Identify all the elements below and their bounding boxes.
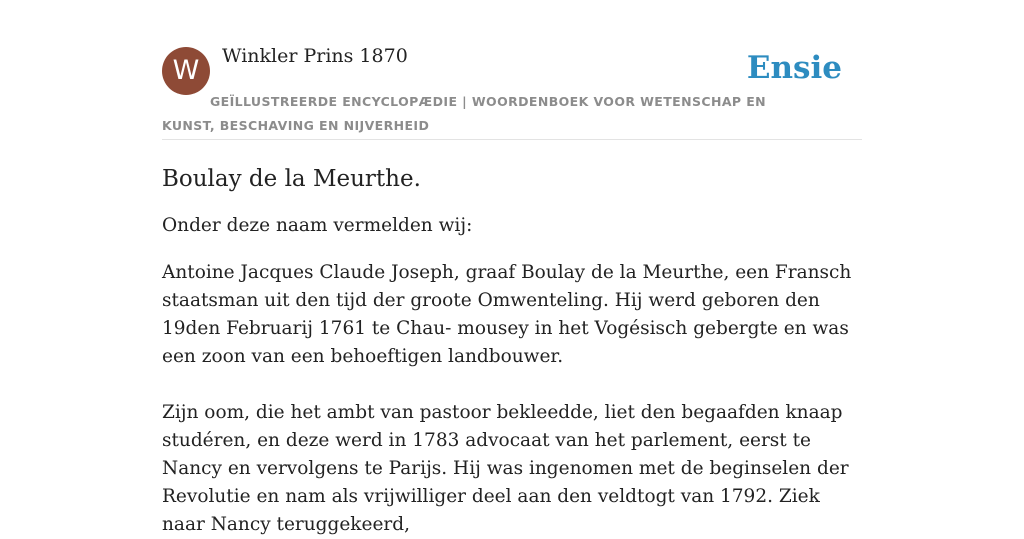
source-title-link[interactable]: Winkler Prins 1870 bbox=[222, 45, 408, 67]
source-subtitle: GEÏLLUSTREERDE ENCYCLOPÆDIE | WOORDENBOEK VOOR WETENSCHAP EN KUNST, BESCHAVING EN NIJVERHEID bbox=[162, 94, 767, 133]
article-title: Boulay de la Meurthe. bbox=[162, 166, 421, 192]
article-paragraph: Zijn oom, die het ambt van pastoor bekleedde, liet den begaafden knaap studéren, en deze werd in 1783 advocaat van het parlement, eerst te Nancy en vervolgens te Parijs. Hij was ingenomen met de beginselen der Revolutie en nam als vrijwilliger deel aan den veldtogt van 1792. Ziek naar Nancy teruggekeerd, bbox=[162, 402, 849, 535]
site-header bbox=[162, 0, 862, 140]
article-content bbox=[162, 160, 862, 539]
article-paragraph: Antoine Jacques Claude Joseph, graaf Boulay de la Meurthe, een Fransch staatsman uit den tijd der groote Omwenteling. Hij werd geboren den 19den Februarij 1761 te Chau- mousey in het Vogésisch gebergte en was een zoon van een behoeftigen landbouwer. bbox=[162, 262, 852, 367]
source-avatar[interactable]: W bbox=[162, 47, 210, 95]
article-intro: Onder deze naam vermelden wij: bbox=[162, 215, 473, 236]
ensie-logo-link[interactable]: Ensie bbox=[746, 50, 842, 86]
